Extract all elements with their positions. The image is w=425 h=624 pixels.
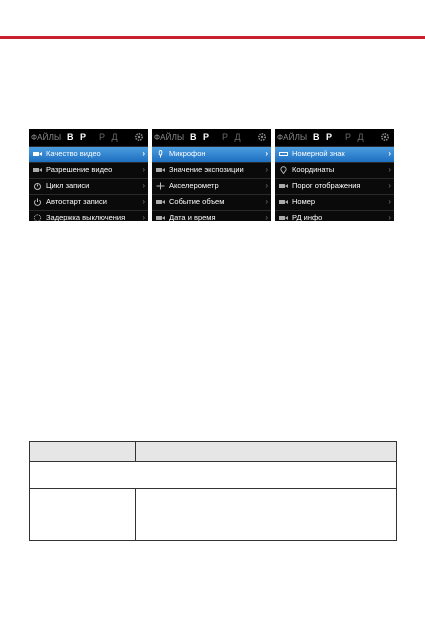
event-icon xyxy=(156,198,165,206)
menu-item-coordinates[interactable] xyxy=(275,162,394,178)
menu-item-video-resolution[interactable] xyxy=(29,162,148,178)
menu-item-date-time[interactable] xyxy=(152,210,271,221)
menu-item-shutdown-delay[interactable] xyxy=(29,210,148,221)
tab-files[interactable]: ФАЙЛЫ xyxy=(31,133,62,142)
chevron-right-icon: › xyxy=(388,197,391,206)
menu-item-label: Качество видео xyxy=(46,149,101,158)
menu-item-video-quality[interactable] xyxy=(29,146,148,162)
stopwatch-icon xyxy=(33,182,42,190)
chevron-right-icon: › xyxy=(142,149,145,158)
menu-item-loop-recording[interactable] xyxy=(29,178,148,194)
location-pin-icon xyxy=(279,166,288,174)
gear-icon[interactable] xyxy=(257,132,267,142)
chevron-right-icon: › xyxy=(265,197,268,206)
menu-item-label: Цикл записи xyxy=(46,181,90,190)
gear-icon[interactable] xyxy=(134,132,144,142)
menu-item-label: Задержка выключения xyxy=(46,213,126,221)
chevron-right-icon: › xyxy=(265,181,268,190)
menu-item-microphone[interactable] xyxy=(152,146,271,162)
chevron-right-icon: › xyxy=(142,181,145,190)
table-divider xyxy=(30,488,396,489)
menu-item-label: Порог отображения xyxy=(292,181,361,190)
table-divider xyxy=(30,461,396,462)
top-accent-rule xyxy=(0,36,425,39)
menu-item-label: Координаты xyxy=(292,165,335,174)
tab-rd[interactable]: Р Д xyxy=(99,132,120,142)
chevron-right-icon: › xyxy=(142,165,145,174)
screen-header xyxy=(152,129,271,146)
menu-screen-settings-video xyxy=(29,129,148,221)
menu-item-accelerometer[interactable] xyxy=(152,178,271,194)
menu-item-exposure[interactable] xyxy=(152,162,271,178)
menu-screen-settings-info xyxy=(275,129,394,221)
threshold-icon xyxy=(279,182,288,190)
tab-rd[interactable]: Р Д xyxy=(345,132,366,142)
menu-item-label: Событие объем xyxy=(169,197,225,206)
gear-icon[interactable] xyxy=(380,132,390,142)
menu-item-label: РД инфо xyxy=(292,213,323,221)
menu-item-label: Дата и время xyxy=(169,213,216,221)
tab-vr[interactable]: В Р xyxy=(190,132,212,142)
chevron-right-icon: › xyxy=(388,181,391,190)
menu-item-label: Номерной знак xyxy=(292,149,345,158)
chevron-right-icon: › xyxy=(265,149,268,158)
tab-vr[interactable]: В Р xyxy=(67,132,89,142)
timer-icon xyxy=(33,214,42,221)
chevron-right-icon: › xyxy=(388,165,391,174)
menu-item-label: Номер xyxy=(292,197,316,206)
table-column-divider xyxy=(135,488,136,540)
license-plate-icon xyxy=(279,150,288,158)
menu-item-number[interactable] xyxy=(275,194,394,210)
menu-item-display-threshold[interactable] xyxy=(275,178,394,194)
video-camera-icon xyxy=(33,150,42,158)
menu-item-label: Разрешение видео xyxy=(46,165,113,174)
calendar-icon xyxy=(156,214,165,221)
menu-item-label: Автостарт записи xyxy=(46,197,107,206)
chevron-right-icon: › xyxy=(265,165,268,174)
microphone-icon xyxy=(156,150,165,158)
table-column-divider xyxy=(135,442,136,461)
menu-item-event-volume[interactable] xyxy=(152,194,271,210)
chevron-right-icon: › xyxy=(142,213,145,221)
empty-table xyxy=(29,441,397,541)
number-icon xyxy=(279,198,288,206)
screen-header xyxy=(275,129,394,146)
power-icon xyxy=(33,198,42,206)
screen-header xyxy=(29,129,148,146)
chevron-right-icon: › xyxy=(142,197,145,206)
chevron-right-icon: › xyxy=(265,213,268,221)
exposure-icon xyxy=(156,166,165,174)
tab-files[interactable]: ФАЙЛЫ xyxy=(154,133,185,142)
info-icon xyxy=(279,214,288,221)
tab-files[interactable]: ФАЙЛЫ xyxy=(277,133,308,142)
chevron-right-icon: › xyxy=(388,149,391,158)
menu-item-autostart[interactable] xyxy=(29,194,148,210)
menu-screen-settings-audio xyxy=(152,129,271,221)
chevron-right-icon: › xyxy=(388,213,391,221)
accelerometer-icon xyxy=(156,182,165,190)
menu-item-license-plate[interactable] xyxy=(275,146,394,162)
menu-item-label: Акселерометр xyxy=(169,181,219,190)
table-header-row xyxy=(30,442,396,461)
menu-item-label: Микрофон xyxy=(169,149,206,158)
tab-vr[interactable]: В Р xyxy=(313,132,335,142)
tab-rd[interactable]: Р Д xyxy=(222,132,243,142)
menu-item-label: Значение экспозиции xyxy=(169,165,244,174)
resolution-icon xyxy=(33,166,42,174)
menu-item-rd-info[interactable] xyxy=(275,210,394,221)
